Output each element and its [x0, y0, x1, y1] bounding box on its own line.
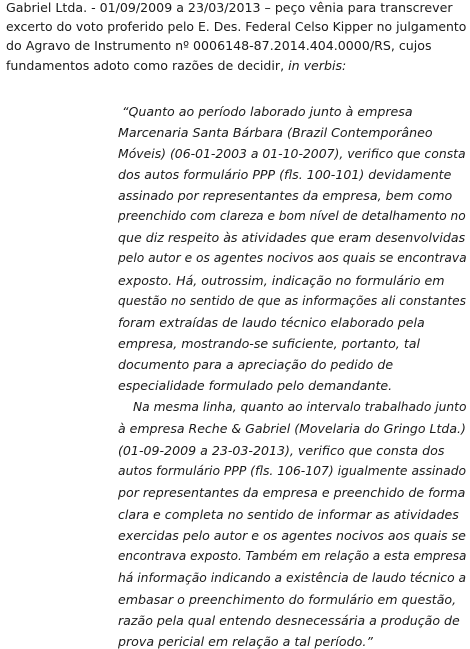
quote-line: assinado por representantes da empresa, bem como	[118, 188, 453, 203]
intro-line: do Agravo de Instrumento nº 0006148-87.2014.404.0000/RS, cujos	[6, 38, 432, 53]
quote-line: exercidas pelo autor e os agentes nocivos aos quais se	[118, 528, 466, 543]
in-verbis-text: in verbis:	[288, 58, 347, 73]
intro-line-text: fundamentos adoto como razões de decidir,	[6, 58, 285, 73]
quote-line: empresa, mostrando-se suficiente, portanto, tal	[118, 336, 420, 351]
quote-line: clara e completa no sentido de informar as atividades	[118, 507, 459, 522]
quote-line: autos formulário PPP (fls. 106-107) igualmente assinado	[118, 464, 467, 478]
quote-line: encontrava exposto. Também em relação a esta empresa	[118, 549, 467, 563]
intro-line: Gabriel Ltda. - 01/09/2009 a 23/03/2013 – peço vênia para transcrever	[6, 0, 453, 15]
quote-line: prova pericial em relação a tal período.”	[118, 634, 373, 649]
quote-line: embasar o preenchimento do formulário em questão,	[118, 592, 457, 607]
quote-line: preenchido com clareza e bom nível de detalhamento no	[118, 209, 466, 223]
quote-line: há informação indicando a existência de laudo técnico a	[118, 571, 467, 585]
quote-line: especialidade formulado pelo demandante.	[118, 378, 393, 393]
quote-line: à empresa Reche & Gabriel (Movelaria do Gringo Ltda.)	[118, 421, 466, 436]
quote-line: razão pela qual entendo desnecessária a produção de	[118, 613, 460, 628]
quote-line: Móveis) (06-01-2003 a 01-10-2007), verifico que consta	[118, 146, 466, 161]
quote-line: pelo autor e os agentes nocivos aos quais se encontrava	[118, 251, 467, 265]
quote-line: Na mesma linha, quanto ao intervalo trabalhado junto	[133, 400, 467, 414]
quote-line: Marcenaria Santa Bárbara (Brazil Contemporâneo	[118, 125, 433, 140]
quote-line: “Quanto ao período laborado junto à empresa	[122, 104, 413, 119]
intro-line	[6, 58, 346, 73]
quote-line: foram extraídas de laudo técnico elaborado pela	[118, 315, 425, 330]
quote-line: questão no sentido de que as informações ali constantes	[118, 294, 466, 308]
quote-line: por representantes da empresa e preenchido de forma	[118, 485, 466, 500]
quote-line: que diz respeito às atividades que eram desenvolvidas	[118, 230, 466, 245]
quote-line: documento para a apreciação do pedido de	[118, 357, 394, 372]
quote-line: exposto. Há, outrossim, indicação no formulário em	[118, 273, 445, 288]
intro-line: excerto do voto proferido pelo E. Des. Federal Celso Kipper no julgamento	[6, 19, 467, 34]
quote-line: dos autos formulário PPP (fls. 100-101) devidamente	[118, 167, 452, 182]
quote-line: (01-09-2009 a 23-03-2013), verifico que consta dos	[118, 443, 445, 458]
